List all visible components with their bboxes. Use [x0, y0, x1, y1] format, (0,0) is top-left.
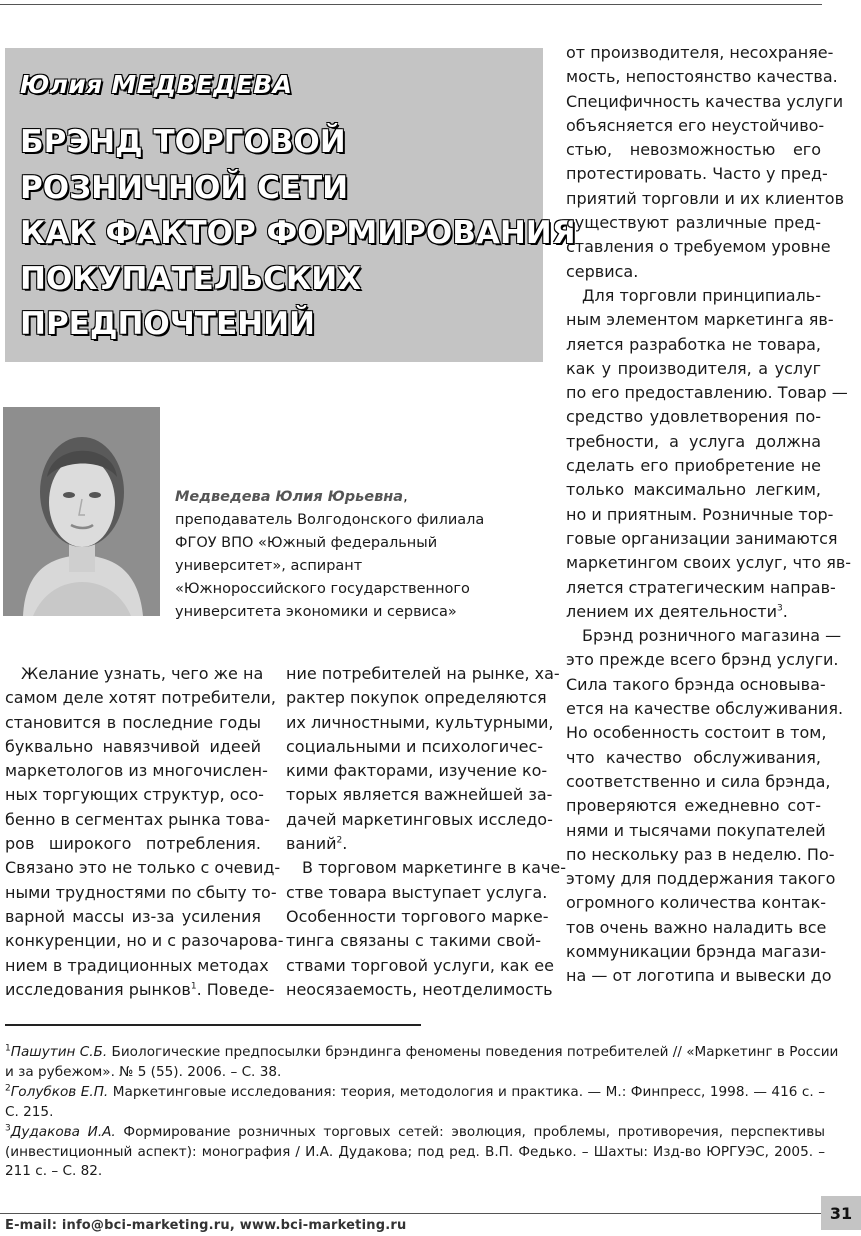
text-line: маркетологов из многочислен- — [5, 761, 268, 781]
text-line: нием в традиционных методах — [5, 955, 269, 975]
footnote-line — [5, 1123, 825, 1143]
text-line: ляется разработка не товара, — [566, 334, 821, 354]
text-line: коммуникации брэнда магази- — [566, 941, 827, 961]
text-line: этому для поддержания такого — [566, 869, 836, 889]
text-line: варной массы из-за усиления — [5, 906, 261, 926]
text-line: социальными и психологичес- — [286, 736, 544, 756]
text-line: дачей маркетинговых исследо- — [286, 809, 553, 829]
text-line: средство удовлетворения по- — [566, 407, 821, 427]
footnote-ref: 2 — [336, 835, 343, 846]
footnote-line: (инвестиционный аспект): монография / И.А. Дудакова; под ред. В.П. Федько. – Шахты: Изд-во ЮРГУЭС, 2005. – — [5, 1143, 825, 1160]
bio-line: ФГОУ ВПО «Южный федеральный — [175, 535, 438, 551]
footnote-ref: 3 — [777, 603, 783, 614]
bio-line: университета экономики и сервиса» — [175, 604, 457, 620]
bottom-rule — [0, 1213, 822, 1214]
text-line: торых является важнейшей за- — [286, 785, 553, 805]
footnote-author: Пашутин С.Б. — [10, 1044, 108, 1060]
text-line: существуют различные пред- — [566, 213, 821, 233]
author-portrait-image — [3, 407, 160, 616]
text-line: огромного количества контак- — [566, 893, 827, 913]
footnotes — [5, 1043, 839, 1183]
text-line — [566, 600, 821, 624]
text-line: ров широкого потребления. — [5, 834, 261, 854]
footnote-divider — [5, 1024, 421, 1026]
text-line: ние потребителей на рынке, ха- — [286, 664, 560, 683]
text-line: маркетингом своих услуг, что яв- — [566, 553, 852, 573]
bio-name-suffix: , — [403, 489, 408, 505]
text-fragment: . Поведе- — [196, 979, 275, 999]
text-line: становится в последние годы — [5, 712, 261, 732]
footer-contacts: E-mail: info@bci-marketing.ru, www.bci-marketing.ru — [5, 1218, 407, 1233]
text-line: ными трудностями по сбыту то- — [5, 882, 277, 902]
footnote-3 — [5, 1123, 825, 1182]
text-line: стве товара выступает услуга. — [286, 882, 548, 902]
bio-line: преподаватель Волгодонского филиала — [175, 512, 485, 528]
title-line: БРЭНД ТОРГОВОЙ — [20, 124, 346, 160]
text-line: сделать его приобретение не — [566, 456, 821, 476]
text-line: тов очень важно наладить все — [566, 917, 827, 937]
text-fragment: . — [782, 601, 788, 621]
text-line — [5, 978, 275, 1002]
text-line: по нескольку раз в неделю. По- — [566, 844, 835, 864]
text-line: на — от логотипа и вывески до — [566, 966, 832, 986]
text-line: буквально навязчивой идеей — [5, 736, 261, 756]
footnote-2 — [5, 1083, 825, 1122]
title-line: ПОКУПАТЕЛЬСКИХ — [20, 260, 362, 297]
bio-line: «Южнороссийского государственного — [175, 581, 470, 597]
text-line: их личностными, культурными, — [286, 712, 554, 732]
title-line: КАК ФАКТОР ФОРМИРОВАНИЯ — [20, 215, 576, 251]
top-rule — [0, 4, 822, 5]
footnote-number: 3 — [5, 1123, 11, 1134]
bio-name: Медведева Юлия Юрьевна — [175, 489, 404, 505]
text-line: Связано это не только с очевид- — [5, 858, 281, 878]
text-line: ствами торговой услуги, как ее — [286, 955, 554, 975]
text-line: тинга связаны с такими свой- — [286, 931, 541, 951]
text-line: Для торговли принципиаль- — [582, 285, 821, 305]
text-line: приятий торговли и их клиентов — [566, 188, 845, 208]
article-title — [20, 120, 576, 348]
text-line: соответственно и сила брэнда, — [566, 771, 831, 791]
text-line: рактер покупок определяются — [286, 688, 547, 708]
author-bio — [175, 486, 510, 624]
text-line: это прежде всего брэнд услуги. — [566, 650, 839, 670]
footnote-line: и за рубежом». № 5 (55). 2006. – С. 38. — [5, 1063, 282, 1080]
footnote-line — [5, 1043, 839, 1063]
page-number: 31 — [821, 1196, 861, 1230]
footnote-author: Голубков Е.П. — [10, 1084, 109, 1100]
text-line: только максимально легким, — [566, 480, 821, 500]
text-column-2 — [286, 662, 567, 1002]
footnote-line: С. 215. — [5, 1103, 54, 1120]
text-line: неосязаемость, неотделимость — [286, 979, 553, 999]
footnote-number: 1 — [5, 1043, 11, 1054]
text-line: конкуренции, но и с разочарова- — [5, 931, 284, 951]
text-line: что качество обслуживания, — [566, 747, 821, 767]
text-line: но и приятным. Розничные тор- — [566, 504, 834, 524]
text-line: ется на качестве обслуживания. — [566, 699, 844, 719]
text-line: от производителя, несохраняе- — [566, 43, 834, 62]
bio-line: университет», аспирант — [175, 558, 363, 574]
footnote-line: 211 с. – С. 82. — [5, 1163, 103, 1179]
author-photo — [3, 407, 160, 616]
text-line: ляется стратегическим направ- — [566, 577, 836, 597]
text-line: требности, а услуга должна — [566, 431, 821, 451]
text-line: протестировать. Часто у пред- — [566, 164, 828, 184]
text-line: ставления о требуемом уровне — [566, 237, 831, 257]
text-line: объясняется его неустойчиво- — [566, 115, 825, 135]
footnote-line — [5, 1083, 825, 1103]
text-line: самом деле хотят потребители, — [5, 688, 276, 708]
text-line: бенно в сегментах рынка това- — [5, 809, 271, 829]
text-line: сервиса. — [566, 261, 639, 281]
footnote-number: 2 — [5, 1083, 11, 1094]
text-line: Но особенность состоит в том, — [566, 723, 827, 743]
text-column-3 — [566, 41, 852, 989]
text-line: Специфичность качества услуги — [566, 91, 844, 111]
text-line: Брэнд розничного магазина — — [582, 626, 842, 646]
footnote-text: Формирование розничных торговых сетей: эволюция, проблемы, противоречия, перспективы — [115, 1124, 825, 1140]
article-author: Юлия МЕДВЕДЕВА — [20, 70, 293, 99]
text-column-1 — [5, 662, 284, 1002]
text-line: по его предоставлению. Товар — — [566, 383, 848, 403]
text-line: ным элементом маркетинга яв- — [566, 310, 834, 330]
footnote-ref: 1 — [190, 981, 197, 992]
text-fragment: ваний — [286, 834, 337, 854]
text-line: говые организации занимаются — [566, 528, 838, 548]
text-line: Особенности торгового марке- — [286, 906, 549, 926]
text-line: стью, невозможностью его — [566, 140, 821, 160]
text-line: нями и тысячами покупателей — [566, 820, 826, 840]
footnote-text: Биологические предпосылки брэндинга феномены поведения потребителей // «Маркетинг в России — [107, 1044, 839, 1060]
text-fragment: исследования рынков — [5, 979, 191, 999]
footnote-author: Дудакова И.А. — [10, 1124, 116, 1140]
text-fragment: . — [342, 834, 348, 854]
footnote-text: Маркетинговые исследования: теория, методология и практика. — М.: Финпресс, 1998. — 416 с. – — [108, 1084, 825, 1100]
text-line — [286, 832, 541, 856]
title-line: РОЗНИЧНОЙ СЕТИ — [20, 169, 349, 206]
text-line: проверяются ежедневно сот- — [566, 796, 821, 816]
text-line: мость, непостоянство качества. — [566, 67, 838, 87]
text-line: как у производителя, а услуг — [566, 358, 821, 378]
text-line: Желание узнать, чего же на — [21, 664, 264, 683]
bio-name-line — [175, 486, 510, 509]
text-line: ных торгующих структур, осо- — [5, 785, 264, 805]
footnote-1 — [5, 1043, 839, 1082]
text-line: В торговом маркетинге в каче- — [302, 858, 567, 878]
text-line: Сила такого брэнда основыва- — [566, 674, 826, 694]
text-fragment: лением их деятельности — [566, 601, 777, 621]
title-line: ПРЕДПОЧТЕНИЙ — [20, 306, 315, 342]
text-line: кими факторами, изучение ко- — [286, 761, 548, 781]
